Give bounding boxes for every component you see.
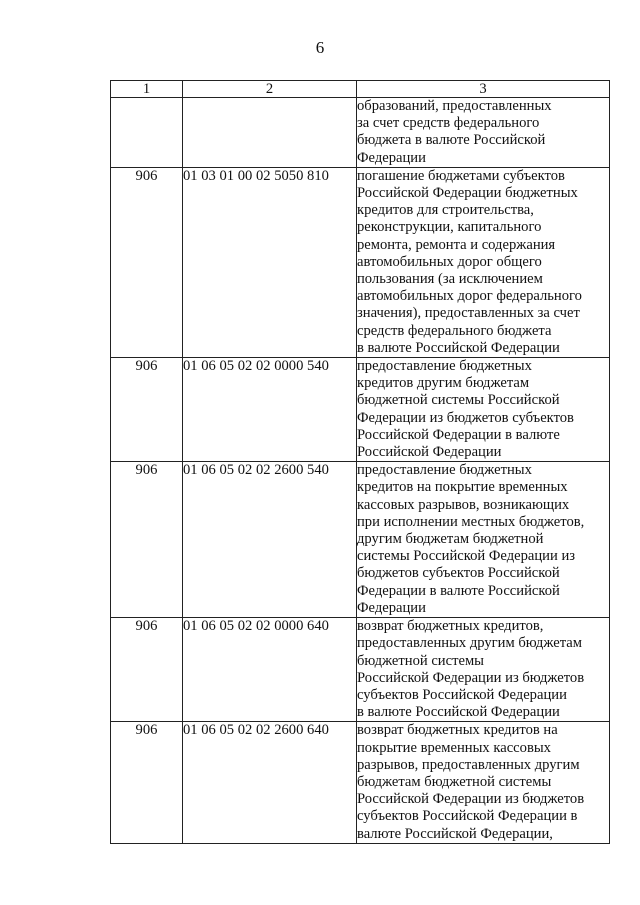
admin-code-cell — [111, 98, 183, 168]
description-line: предоставление бюджетных — [357, 358, 532, 375]
description-line: ремонта, ремонта и содержания — [357, 236, 556, 253]
description-line: предоставленных другим бюджетам — [357, 635, 582, 652]
description-line: за счет средств федерального — [357, 115, 540, 132]
table-row — [111, 722, 610, 843]
classification-code-cell: 01 06 05 02 02 2600 540 — [183, 462, 357, 618]
description-line: Российской Федерации бюджетных — [357, 185, 578, 202]
description-line: автомобильных дорог федерального — [357, 288, 582, 305]
classification-code-cell: 01 06 05 02 02 0000 640 — [183, 618, 357, 722]
classification-code-cell: 01 03 01 00 02 5050 810 — [183, 167, 357, 357]
description-line: бюджетам бюджетной системы — [357, 773, 552, 790]
table-row — [111, 167, 610, 357]
budget-classification-table — [110, 80, 610, 844]
classification-code-cell: 01 06 05 02 02 2600 640 — [183, 722, 357, 843]
description-line: погашение бюджетами субъектов — [357, 167, 565, 184]
description-line: предоставление бюджетных — [357, 462, 532, 479]
description-line: Федерации в валюте Российской — [357, 582, 560, 599]
description-line: покрытие временных кассовых — [357, 739, 551, 756]
description-line: бюджетной системы — [357, 652, 484, 669]
description-line: в валюте Российской Федерации — [357, 704, 560, 721]
description-line: Российской Федерации в валюте — [357, 426, 560, 443]
description-line: реконструкции, капитального — [357, 219, 542, 236]
admin-code-cell: 906 — [111, 722, 183, 843]
description-line: пользования (за исключением — [357, 271, 543, 288]
description-line: автомобильных дорог общего — [357, 253, 542, 270]
column-header-1: 1 — [111, 81, 183, 98]
classification-code-cell — [183, 98, 357, 168]
description-line: бюджетов субъектов Российской — [357, 565, 560, 582]
table-row — [111, 462, 610, 618]
description-line: образований, предоставленных — [357, 98, 552, 114]
admin-code-cell: 906 — [111, 462, 183, 618]
description-line: кредитов на покрытие временных — [357, 479, 568, 496]
description-cell — [357, 167, 610, 357]
description-line: разрывов, предоставленных другим — [357, 756, 580, 773]
page-number: 6 — [315, 38, 325, 57]
description-line: кредитов другим бюджетам — [357, 375, 530, 392]
table-header-row — [111, 81, 610, 98]
table-row — [111, 358, 610, 462]
column-header-3: 3 — [357, 81, 610, 98]
description-line: средств федерального бюджета — [357, 322, 552, 339]
description-line: субъектов Российской Федерации — [357, 686, 567, 703]
description-line: бюджета в валюте Российской — [357, 132, 546, 149]
description-line: возврат бюджетных кредитов на — [357, 722, 558, 739]
admin-code-cell: 906 — [111, 167, 183, 357]
description-line: возврат бюджетных кредитов, — [357, 618, 544, 635]
description-line: значения), предоставленных за счет — [357, 305, 580, 322]
description-line: Федерации — [357, 599, 426, 616]
description-cell — [357, 358, 610, 462]
description-line: Российской Федерации из бюджетов — [357, 669, 585, 686]
description-line: системы Российской Федерации из — [357, 548, 576, 565]
admin-code-cell: 906 — [111, 358, 183, 462]
column-header-2: 2 — [183, 81, 357, 98]
description-line: при исполнении местных бюджетов, — [357, 513, 585, 530]
description-line: валюте Российской Федерации, — [357, 825, 553, 842]
table-body — [111, 98, 610, 844]
description-line: Федерации — [357, 149, 426, 166]
description-line: другим бюджетам бюджетной — [357, 531, 544, 548]
description-line: Российской Федерации — [357, 444, 502, 461]
description-cell — [357, 462, 610, 618]
description-line: кредитов для строительства, — [357, 202, 534, 219]
description-line: в валюте Российской Федерации — [357, 339, 560, 356]
table-row — [111, 618, 610, 722]
table-row — [111, 98, 610, 168]
description-line: Российской Федерации из бюджетов — [357, 791, 585, 808]
description-line: Федерации из бюджетов субъектов — [357, 409, 574, 426]
classification-code-cell: 01 06 05 02 02 0000 540 — [183, 358, 357, 462]
description-line: субъектов Российской Федерации в — [357, 808, 578, 825]
description-cell — [357, 618, 610, 722]
description-line: кассовых разрывов, возникающих — [357, 496, 570, 513]
admin-code-cell: 906 — [111, 618, 183, 722]
description-cell — [357, 722, 610, 843]
description-line: бюджетной системы Российской — [357, 392, 560, 409]
description-cell — [357, 98, 610, 168]
